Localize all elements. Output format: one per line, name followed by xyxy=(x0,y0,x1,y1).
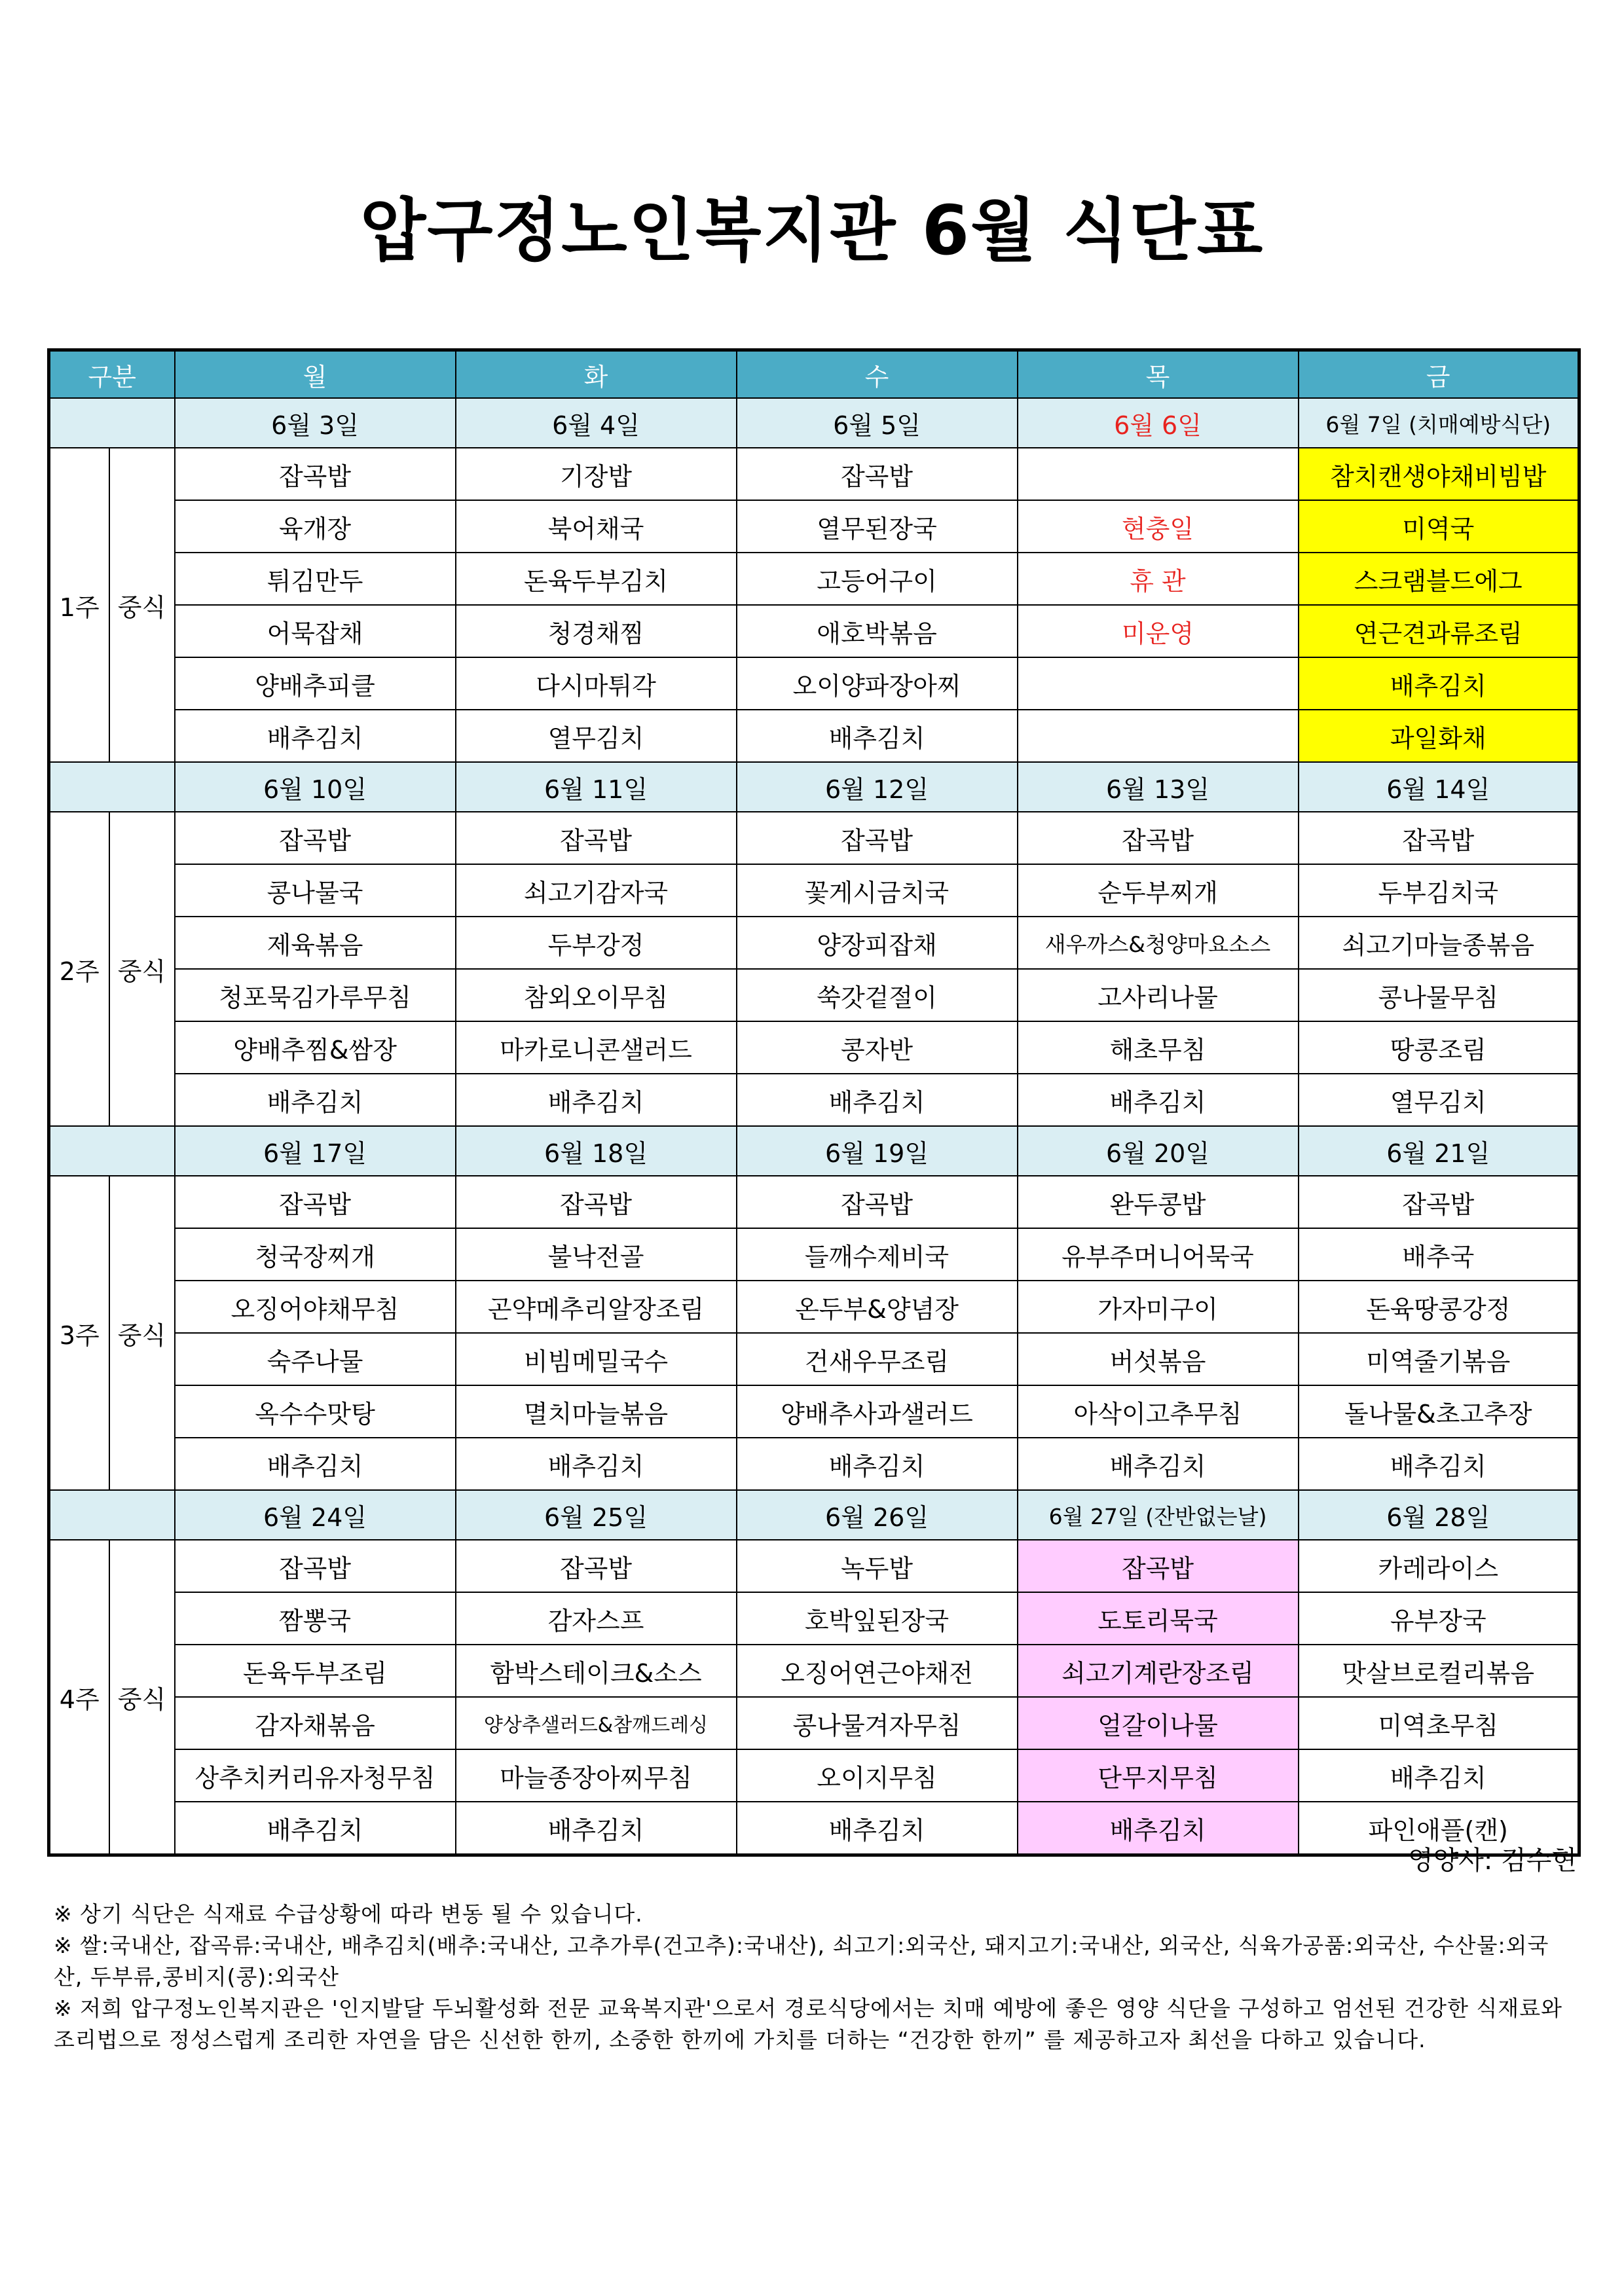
menu-item: 쇠고기감자국 xyxy=(456,864,737,917)
menu-item: 배추김치 xyxy=(456,1802,737,1855)
meal-label: 중식 xyxy=(109,1540,175,1855)
menu-item: 배추김치 xyxy=(1018,1438,1299,1490)
menu-item: 고사리나물 xyxy=(1018,969,1299,1021)
date-cell: 6월 18일 xyxy=(456,1126,737,1176)
menu-item: 배추김치 xyxy=(456,1074,737,1126)
menu-item: 오징어연근야채전 xyxy=(737,1645,1018,1697)
menu-item: 참치캔생야채비빔밥 xyxy=(1299,448,1579,500)
menu-item: 상추치커리유자청무침 xyxy=(175,1749,456,1802)
date-row-spacer xyxy=(49,398,175,448)
menu-item: 잡곡밥 xyxy=(1299,1176,1579,1228)
menu-item: 배추김치 xyxy=(456,1438,737,1490)
header-monday: 월 xyxy=(175,350,456,399)
menu-item: 단무지무침 xyxy=(1018,1749,1299,1802)
menu-row xyxy=(49,553,1579,605)
menu-item: 오이양파장아찌 xyxy=(737,657,1018,710)
menu-item: 잡곡밥 xyxy=(175,812,456,864)
menu-item: 잡곡밥 xyxy=(456,812,737,864)
menu-item: 미역국 xyxy=(1299,500,1579,553)
menu-row xyxy=(49,710,1579,762)
menu-item: 함박스테이크&소스 xyxy=(456,1645,737,1697)
menu-item: 양상추샐러드&참깨드레싱 xyxy=(456,1697,737,1749)
date-cell: 6월 19일 xyxy=(737,1126,1018,1176)
menu-item: 오징어야채무침 xyxy=(175,1281,456,1333)
week-label: 3주 xyxy=(49,1176,109,1490)
menu-item: 제육볶음 xyxy=(175,917,456,969)
menu-row xyxy=(49,917,1579,969)
menu-item: 완두콩밥 xyxy=(1018,1176,1299,1228)
date-cell: 6월 11일 xyxy=(456,762,737,812)
menu-item: 오이지무침 xyxy=(737,1749,1018,1802)
page-title: 압구정노인복지관 6월 식단표 xyxy=(360,191,1264,270)
dietitian: 영양사: 김수현 xyxy=(1407,1846,1577,1876)
date-row xyxy=(49,1490,1579,1540)
menu-item: 양배추사과샐러드 xyxy=(737,1385,1018,1438)
menu-item: 청포묵김가루무침 xyxy=(175,969,456,1021)
menu-item: 마카로니콘샐러드 xyxy=(456,1021,737,1074)
menu-item: 어묵잡채 xyxy=(175,605,456,657)
menu-item: 청경채찜 xyxy=(456,605,737,657)
menu-item: 콩나물겨자무침 xyxy=(737,1697,1018,1749)
menu-item: 콩나물국 xyxy=(175,864,456,917)
menu-item: 육개장 xyxy=(175,500,456,553)
menu-item: 과일화채 xyxy=(1299,710,1579,762)
menu-row xyxy=(49,1802,1579,1855)
menu-item: 배추김치 xyxy=(175,1802,456,1855)
menu-item: 돈육두부조림 xyxy=(175,1645,456,1697)
menu-item: 양배추피클 xyxy=(175,657,456,710)
menu-row xyxy=(49,1385,1579,1438)
menu-item: 카레라이스 xyxy=(1299,1540,1579,1592)
date-row-spacer xyxy=(49,1490,175,1540)
menu-row xyxy=(49,448,1579,500)
menu-row xyxy=(49,1438,1579,1490)
menu-item: 배추김치 xyxy=(737,1438,1018,1490)
menu-item: 연근견과류조림 xyxy=(1299,605,1579,657)
menu-item: 옥수수맛탕 xyxy=(175,1385,456,1438)
date-cell: 6월 26일 xyxy=(737,1490,1018,1540)
menu-row xyxy=(49,1749,1579,1802)
header-tuesday: 화 xyxy=(456,350,737,399)
menu-item: 배추김치 xyxy=(175,710,456,762)
menu-row xyxy=(49,1333,1579,1385)
menu-row xyxy=(49,1176,1579,1228)
menu-item: 버섯볶음 xyxy=(1018,1333,1299,1385)
date-cell: 6월 25일 xyxy=(456,1490,737,1540)
menu-item: 튀김만두 xyxy=(175,553,456,605)
menu-item: 가자미구이 xyxy=(1018,1281,1299,1333)
menu-item: 북어채국 xyxy=(456,500,737,553)
menu-item: 잡곡밥 xyxy=(1018,1540,1299,1592)
menu-item: 감자채볶음 xyxy=(175,1697,456,1749)
menu-item: 배추김치 xyxy=(175,1438,456,1490)
menu-item: 건새우무조림 xyxy=(737,1333,1018,1385)
menu-item: 곤약메추리알장조림 xyxy=(456,1281,737,1333)
header-friday: 금 xyxy=(1299,350,1579,399)
menu-item: 열무김치 xyxy=(456,710,737,762)
menu-item: 잡곡밥 xyxy=(737,1176,1018,1228)
menu-item: 비빔메밀국수 xyxy=(456,1333,737,1385)
meal-label: 중식 xyxy=(109,448,175,762)
menu-item: 잡곡밥 xyxy=(456,1540,737,1592)
menu-row xyxy=(49,1021,1579,1074)
menu-item: 기장밥 xyxy=(456,448,737,500)
menu-item: 잡곡밥 xyxy=(1018,812,1299,864)
menu-item: 배추김치 xyxy=(737,1802,1018,1855)
date-cell: 6월 21일 xyxy=(1299,1126,1579,1176)
menu-item: 배추김치 xyxy=(1299,1438,1579,1490)
menu-item: 돌나물&초고추장 xyxy=(1299,1385,1579,1438)
menu-item: 스크램블드에그 xyxy=(1299,553,1579,605)
menu-item: 열무된장국 xyxy=(737,500,1018,553)
menu-row xyxy=(49,1645,1579,1697)
menu-item: 배추김치 xyxy=(1299,657,1579,710)
menu-item: 배추김치 xyxy=(1018,1802,1299,1855)
date-cell: 6월 13일 xyxy=(1018,762,1299,812)
header-category: 구분 xyxy=(49,350,175,399)
date-cell: 6월 20일 xyxy=(1018,1126,1299,1176)
menu-row xyxy=(49,1228,1579,1281)
menu-item: 배추국 xyxy=(1299,1228,1579,1281)
date-cell: 6월 14일 xyxy=(1299,762,1579,812)
menu-item: 잡곡밥 xyxy=(737,812,1018,864)
menu-item: 쇠고기계란장조림 xyxy=(1018,1645,1299,1697)
date-cell: 6월 28일 xyxy=(1299,1490,1579,1540)
note-supply: ※ 상기 식단은 식재료 수급상황에 따라 변동 될 수 있습니다. xyxy=(54,1901,643,1927)
date-cell: 6월 6일 xyxy=(1018,398,1299,448)
menu-item: 참외오이무침 xyxy=(456,969,737,1021)
date-cell: 6월 12일 xyxy=(737,762,1018,812)
week-label: 1주 xyxy=(49,448,109,762)
date-row-spacer xyxy=(49,1126,175,1176)
menu-item xyxy=(1018,448,1299,500)
header-wednesday: 수 xyxy=(737,350,1018,399)
note-mission: ※ 저희 압구정노인복지관은 '인지발달 두뇌활성화 전문 교육복지관'으로서 경로식당에서는 치매 예방에 좋은 영양 식단을 구성하고 엄선된 건강한 식재료와 조리법으로 정성스럽게 조리한 자연을 담은 신선한 한끼, 소중한 한끼에 가치를 더하는 “건강한 한끼” 를 제공하고자 최선을 다하고 있습니다. xyxy=(54,1995,1562,2052)
menu-item: 열무김치 xyxy=(1299,1074,1579,1126)
menu-item: 순두부찌개 xyxy=(1018,864,1299,917)
menu-item: 쇠고기마늘종볶음 xyxy=(1299,917,1579,969)
menu-row xyxy=(49,1592,1579,1645)
menu-item: 배추김치 xyxy=(737,710,1018,762)
menu-item: 잡곡밥 xyxy=(175,448,456,500)
menu-item: 짬뽕국 xyxy=(175,1592,456,1645)
menu-item: 미운영 xyxy=(1018,605,1299,657)
date-cell: 6월 27일 (잔반없는날) xyxy=(1018,1490,1299,1540)
menu-row xyxy=(49,1074,1579,1126)
menu-item: 애호박볶음 xyxy=(737,605,1018,657)
menu-item: 땅콩조림 xyxy=(1299,1021,1579,1074)
menu-item: 휴 관 xyxy=(1018,553,1299,605)
menu-item: 해초무침 xyxy=(1018,1021,1299,1074)
menu-row xyxy=(49,605,1579,657)
week-label: 4주 xyxy=(49,1540,109,1855)
menu-row xyxy=(49,657,1579,710)
menu-item: 배추김치 xyxy=(1299,1749,1579,1802)
notes xyxy=(54,1899,1573,2056)
menu-item: 콩자반 xyxy=(737,1021,1018,1074)
date-cell: 6월 7일 (치매예방식단) xyxy=(1299,398,1579,448)
menu-row xyxy=(49,812,1579,864)
menu-item: 배추김치 xyxy=(1018,1074,1299,1126)
menu-row xyxy=(49,864,1579,917)
menu-item: 돈육두부김치 xyxy=(456,553,737,605)
date-cell: 6월 5일 xyxy=(737,398,1018,448)
menu-item: 두부강정 xyxy=(456,917,737,969)
menu-item: 배추김치 xyxy=(175,1074,456,1126)
header-thursday: 목 xyxy=(1018,350,1299,399)
menu-item: 파인애플(캔) xyxy=(1299,1802,1579,1855)
menu-item: 잡곡밥 xyxy=(456,1176,737,1228)
menu-item: 돈육땅콩강정 xyxy=(1299,1281,1579,1333)
menu-row xyxy=(49,1540,1579,1592)
date-cell: 6월 4일 xyxy=(456,398,737,448)
menu-item: 숙주나물 xyxy=(175,1333,456,1385)
menu-item: 현충일 xyxy=(1018,500,1299,553)
menu-item: 아삭이고추무침 xyxy=(1018,1385,1299,1438)
menu-item: 온두부&양념장 xyxy=(737,1281,1018,1333)
header-row xyxy=(49,350,1579,399)
menu-row xyxy=(49,500,1579,553)
menu-item xyxy=(1018,657,1299,710)
menu-item: 양장피잡채 xyxy=(737,917,1018,969)
menu-table xyxy=(47,348,1581,1857)
menu-item: 잡곡밥 xyxy=(737,448,1018,500)
menu-item: 녹두밥 xyxy=(737,1540,1018,1592)
menu-item: 유부주머니어묵국 xyxy=(1018,1228,1299,1281)
menu-item: 유부장국 xyxy=(1299,1592,1579,1645)
menu-item: 마늘종장아찌무침 xyxy=(456,1749,737,1802)
menu-item: 고등어구이 xyxy=(737,553,1018,605)
menu-item: 양배추찜&쌈장 xyxy=(175,1021,456,1074)
date-cell: 6월 10일 xyxy=(175,762,456,812)
menu-row xyxy=(49,969,1579,1021)
menu-item: 두부김치국 xyxy=(1299,864,1579,917)
date-cell: 6월 3일 xyxy=(175,398,456,448)
menu-body xyxy=(49,398,1579,1855)
menu-item: 맛살브로컬리볶음 xyxy=(1299,1645,1579,1697)
menu-item: 잡곡밥 xyxy=(175,1540,456,1592)
menu-item: 콩나물무침 xyxy=(1299,969,1579,1021)
menu-item: 잡곡밥 xyxy=(1299,812,1579,864)
menu-item: 미역줄기볶음 xyxy=(1299,1333,1579,1385)
menu-row xyxy=(49,1697,1579,1749)
menu-item xyxy=(1018,710,1299,762)
date-row xyxy=(49,398,1579,448)
menu-item: 미역초무침 xyxy=(1299,1697,1579,1749)
menu-item: 들깨수제비국 xyxy=(737,1228,1018,1281)
menu-row xyxy=(49,1281,1579,1333)
menu-item: 멸치마늘볶음 xyxy=(456,1385,737,1438)
date-cell: 6월 24일 xyxy=(175,1490,456,1540)
menu-item: 불낙전골 xyxy=(456,1228,737,1281)
menu-item: 잡곡밥 xyxy=(175,1176,456,1228)
week-label: 2주 xyxy=(49,812,109,1126)
date-row xyxy=(49,762,1579,812)
menu-item: 쑥갓겉절이 xyxy=(737,969,1018,1021)
note-origin: ※ 쌀:국내산, 잡곡류:국내산, 배추김치(배추:국내산, 고추가루(건고추):국내산), 쇠고기:외국산, 돼지고기:국내산, 외국산, 식육가공품:외국산, 수산물:외국산, 두부류,콩비지(콩):외국산 xyxy=(54,1933,1549,1990)
menu-item: 청국장찌개 xyxy=(175,1228,456,1281)
date-row xyxy=(49,1126,1579,1176)
meal-label: 중식 xyxy=(109,812,175,1126)
date-row-spacer xyxy=(49,762,175,812)
menu-item: 얼갈이나물 xyxy=(1018,1697,1299,1749)
menu-item: 새우까스&청양마요소스 xyxy=(1018,917,1299,969)
menu-item: 도토리묵국 xyxy=(1018,1592,1299,1645)
menu-item: 꽃게시금치국 xyxy=(737,864,1018,917)
menu-item: 다시마튀각 xyxy=(456,657,737,710)
menu-item: 감자스프 xyxy=(456,1592,737,1645)
menu-item: 배추김치 xyxy=(737,1074,1018,1126)
menu-item: 호박잎된장국 xyxy=(737,1592,1018,1645)
meal-label: 중식 xyxy=(109,1176,175,1490)
date-cell: 6월 17일 xyxy=(175,1126,456,1176)
